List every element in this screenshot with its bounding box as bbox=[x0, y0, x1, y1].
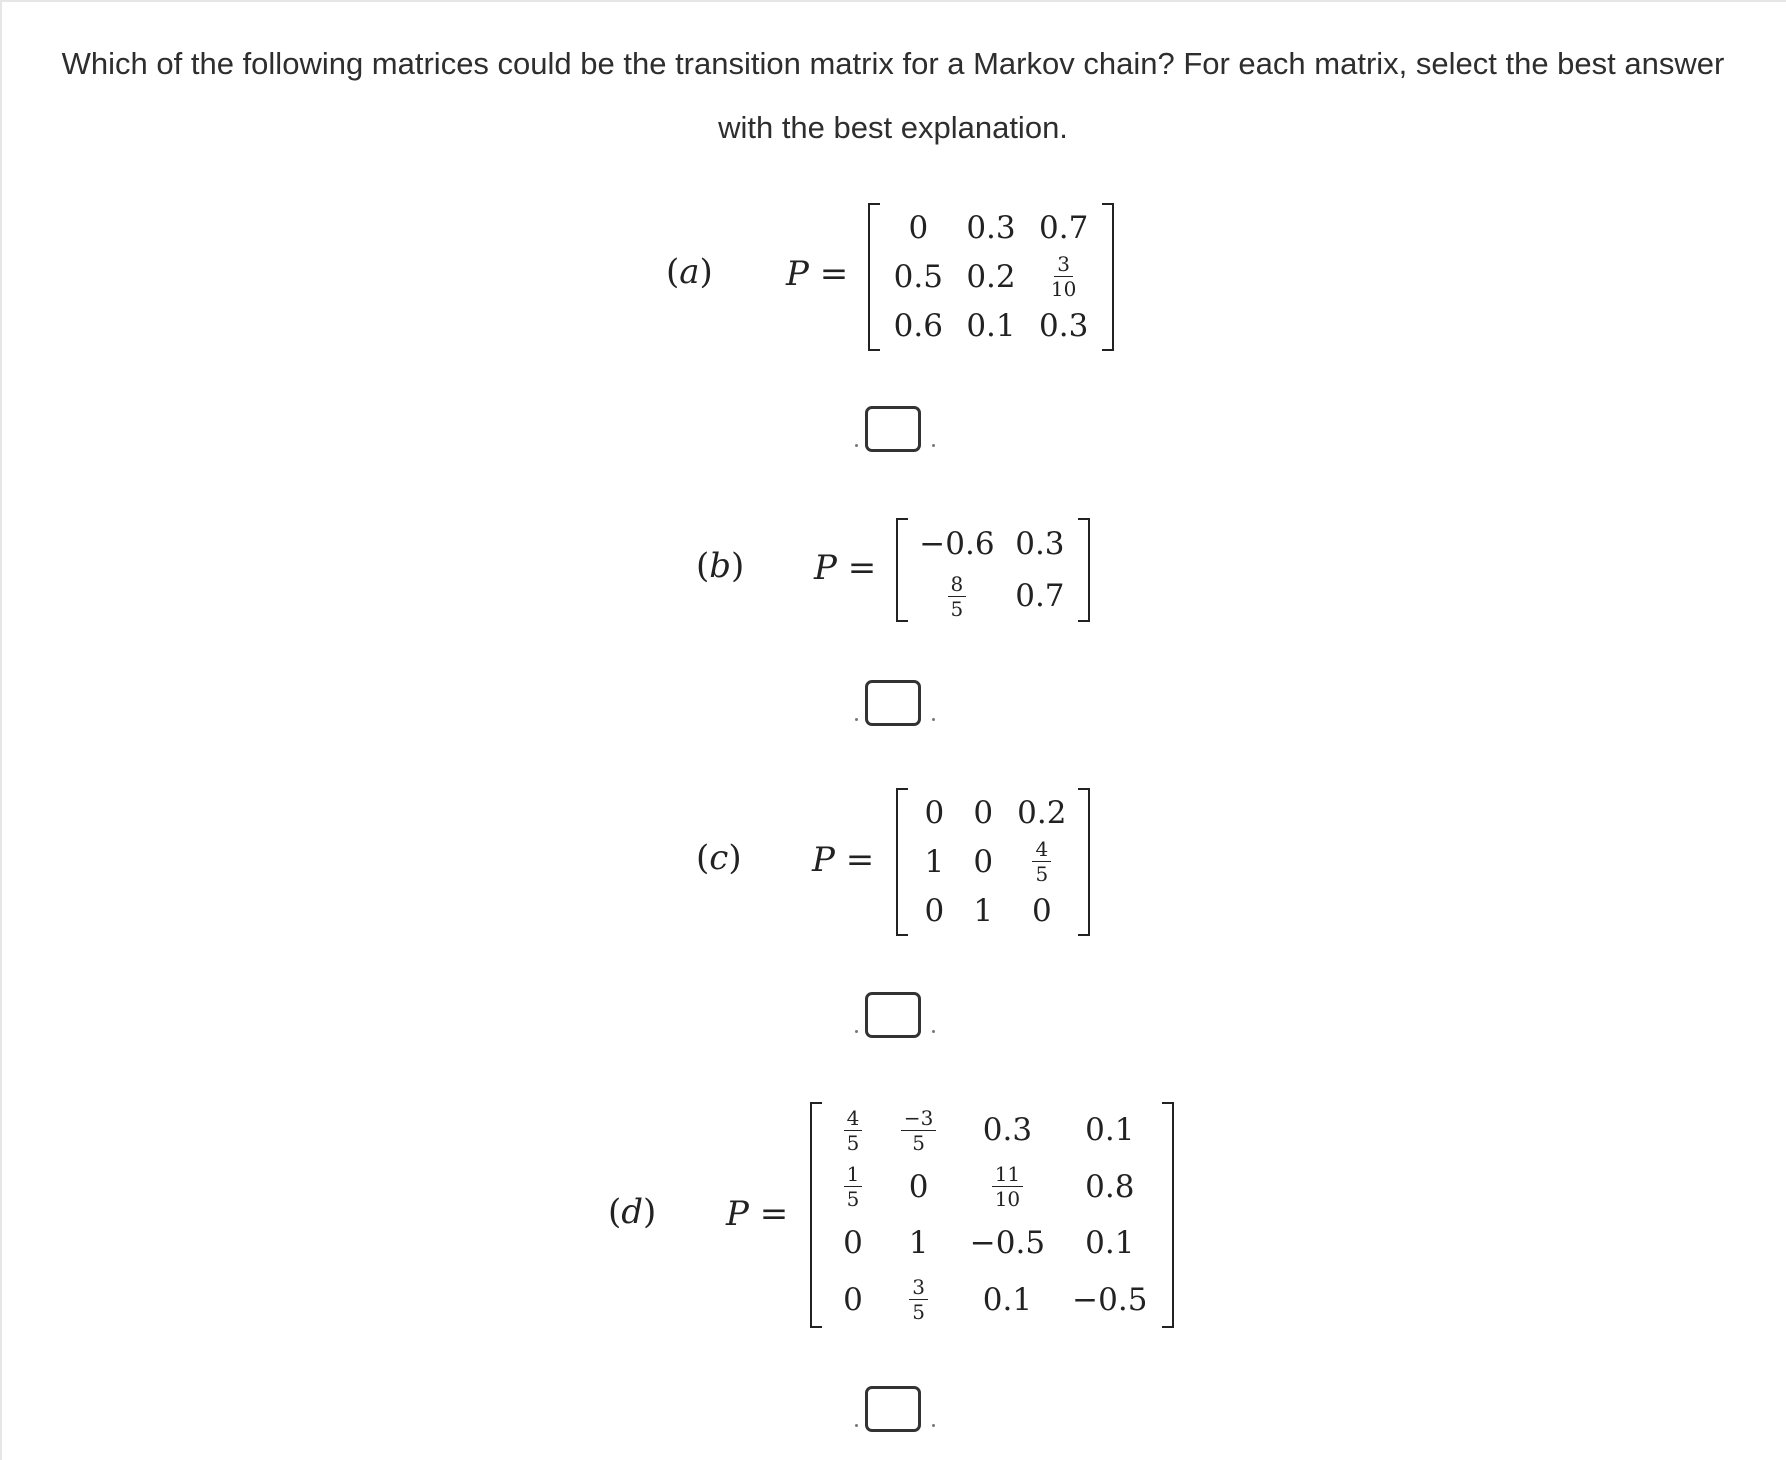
part-label-c: (c) bbox=[696, 838, 742, 878]
matrix-d-cell-r2c3 bbox=[955, 1163, 1059, 1210]
matrix-d-cell-r4c3: 0.1 bbox=[982, 1281, 1033, 1318]
fraction-numerator: 4 bbox=[1032, 838, 1051, 862]
part-label-d: (d) bbox=[608, 1192, 657, 1232]
matrix-c bbox=[896, 788, 1090, 936]
p-equals-c: P = bbox=[812, 840, 875, 880]
matrix-d-cell-r1c1 bbox=[824, 1107, 882, 1154]
matrix-b-cell-r1c1: −0.6 bbox=[919, 526, 995, 562]
matrix-c-cell-r1c2: 0 bbox=[973, 794, 994, 831]
matrix-a-cell-r3c1: 0.6 bbox=[893, 308, 943, 345]
matrix-d-cell-r2c4: 0.8 bbox=[1085, 1168, 1135, 1205]
fraction bbox=[948, 573, 967, 620]
matrix-d-cell-r1c3: 0.3 bbox=[982, 1112, 1033, 1149]
question-line-2: with the best explanation. bbox=[718, 110, 1068, 145]
matrix-c-grid bbox=[910, 788, 1076, 936]
fraction bbox=[844, 1163, 863, 1210]
fraction bbox=[901, 1107, 936, 1154]
matrix-a-cell-r2c3 bbox=[1027, 253, 1100, 300]
matrix-d-right-bracket bbox=[1162, 1102, 1174, 1328]
matrix-a bbox=[868, 203, 1114, 351]
answer-d-dot-left bbox=[855, 1424, 858, 1427]
fraction bbox=[1032, 838, 1051, 885]
matrix-d-cell-r4c1: 0 bbox=[843, 1281, 863, 1318]
matrix-d-cell-r3c3: −0.5 bbox=[969, 1225, 1046, 1262]
fraction-numerator: −3 bbox=[901, 1107, 936, 1131]
matrix-d-cell-r1c4: 0.1 bbox=[1085, 1112, 1135, 1149]
p-equals-d: P = bbox=[726, 1194, 789, 1234]
question-line-1: Which of the following matrices could be the transition matrix for a Markov chain? For each matrix, select the best answer bbox=[61, 46, 1725, 81]
fraction-numerator: 3 bbox=[1054, 253, 1073, 277]
matrix-b-grid bbox=[910, 518, 1076, 622]
matrix-d-cell-r3c4: 0.1 bbox=[1085, 1225, 1135, 1262]
matrix-a-left-bracket bbox=[868, 203, 880, 351]
matrix-a-grid bbox=[882, 203, 1100, 351]
answer-a-dot-left bbox=[855, 444, 858, 447]
part-label-a: (a) bbox=[666, 252, 713, 292]
matrix-c-cell-r1c3: 0.2 bbox=[1017, 794, 1067, 831]
matrix-a-cell-r1c1: 0 bbox=[908, 209, 929, 246]
answer-c-dot-left bbox=[855, 1030, 858, 1033]
fraction-numerator: 4 bbox=[844, 1107, 863, 1131]
fraction bbox=[909, 1276, 928, 1323]
matrix-b-right-bracket bbox=[1078, 518, 1090, 622]
answer-b-wrap bbox=[855, 680, 935, 736]
matrix-c-cell-r1c1: 0 bbox=[924, 794, 945, 831]
matrix-d-cell-r2c1 bbox=[824, 1163, 882, 1210]
matrix-a-cell-r2c2: 0.2 bbox=[966, 258, 1016, 295]
matrix-d-cell-r4c4: −0.5 bbox=[1072, 1281, 1148, 1318]
answer-d-dot-right bbox=[932, 1424, 935, 1427]
matrix-b-left-bracket bbox=[896, 518, 908, 622]
fraction-numerator: 8 bbox=[948, 573, 967, 597]
answer-a-dot-right bbox=[932, 444, 935, 447]
fraction-numerator: 1 bbox=[844, 1163, 863, 1187]
fraction-numerator: 11 bbox=[992, 1163, 1023, 1187]
matrix-c-cell-r3c2: 1 bbox=[973, 893, 994, 930]
matrix-d-cell-r2c2: 0 bbox=[908, 1168, 929, 1205]
matrix-d bbox=[810, 1102, 1174, 1328]
fraction-denominator: 5 bbox=[846, 1130, 860, 1155]
matrix-b-cell-r2c1 bbox=[910, 573, 1004, 620]
matrix-c-cell-r2c1: 1 bbox=[924, 843, 945, 880]
matrix-a-cell-r2c1: 0.5 bbox=[893, 258, 943, 295]
fraction-denominator: 10 bbox=[1050, 277, 1077, 302]
frame-top-border bbox=[0, 0, 1786, 2]
p-equals-b: P = bbox=[814, 548, 877, 588]
fraction-numerator: 3 bbox=[909, 1276, 928, 1300]
matrix-d-cell-r3c2: 1 bbox=[908, 1225, 929, 1262]
answer-a-input[interactable] bbox=[865, 406, 921, 452]
matrix-a-cell-r1c2: 0.3 bbox=[966, 209, 1016, 246]
answer-d-input[interactable] bbox=[865, 1386, 921, 1432]
fraction bbox=[844, 1107, 863, 1154]
fraction-denominator: 5 bbox=[846, 1187, 860, 1212]
answer-a-wrap bbox=[855, 406, 935, 462]
matrix-c-right-bracket bbox=[1078, 788, 1090, 936]
answer-b-dot-left bbox=[855, 718, 858, 721]
question-text bbox=[18, 32, 1768, 160]
matrix-c-cell-r3c1: 0 bbox=[924, 893, 945, 930]
matrix-d-grid bbox=[824, 1102, 1160, 1328]
matrix-c-cell-r2c2: 0 bbox=[973, 843, 994, 880]
fraction-denominator: 5 bbox=[950, 596, 964, 621]
matrix-b-cell-r2c2: 0.7 bbox=[1015, 578, 1065, 614]
matrix-c-left-bracket bbox=[896, 788, 908, 936]
matrix-d-cell-r4c2 bbox=[882, 1276, 955, 1323]
fraction bbox=[1048, 253, 1079, 300]
matrix-c-cell-r2c3 bbox=[1008, 838, 1076, 885]
answer-b-input[interactable] bbox=[865, 680, 921, 726]
answer-b-dot-right bbox=[932, 718, 935, 721]
fraction-denominator: 5 bbox=[1035, 862, 1049, 887]
matrix-d-cell-r1c2 bbox=[882, 1107, 955, 1154]
matrix-a-right-bracket bbox=[1102, 203, 1114, 351]
frame-left-border bbox=[0, 0, 2, 1460]
answer-d-wrap bbox=[855, 1386, 935, 1442]
matrix-c-cell-r3c3: 0 bbox=[1031, 893, 1052, 930]
matrix-d-left-bracket bbox=[810, 1102, 822, 1328]
matrix-b-cell-r1c2: 0.3 bbox=[1015, 526, 1065, 562]
answer-c-input[interactable] bbox=[865, 992, 921, 1038]
answer-c-dot-right bbox=[932, 1030, 935, 1033]
fraction-denominator: 5 bbox=[912, 1300, 925, 1325]
part-label-b: (b) bbox=[696, 546, 745, 586]
fraction-denominator: 10 bbox=[994, 1187, 1021, 1212]
answer-c-wrap bbox=[855, 992, 935, 1048]
fraction bbox=[992, 1163, 1023, 1210]
matrix-b bbox=[896, 518, 1090, 622]
matrix-a-cell-r1c3: 0.7 bbox=[1039, 209, 1089, 246]
matrix-a-cell-r3c3: 0.3 bbox=[1039, 308, 1089, 345]
matrix-d-cell-r3c1: 0 bbox=[843, 1225, 863, 1262]
p-equals-a: P = bbox=[786, 254, 849, 294]
matrix-a-cell-r3c2: 0.1 bbox=[966, 308, 1016, 345]
fraction-denominator: 5 bbox=[912, 1130, 925, 1155]
